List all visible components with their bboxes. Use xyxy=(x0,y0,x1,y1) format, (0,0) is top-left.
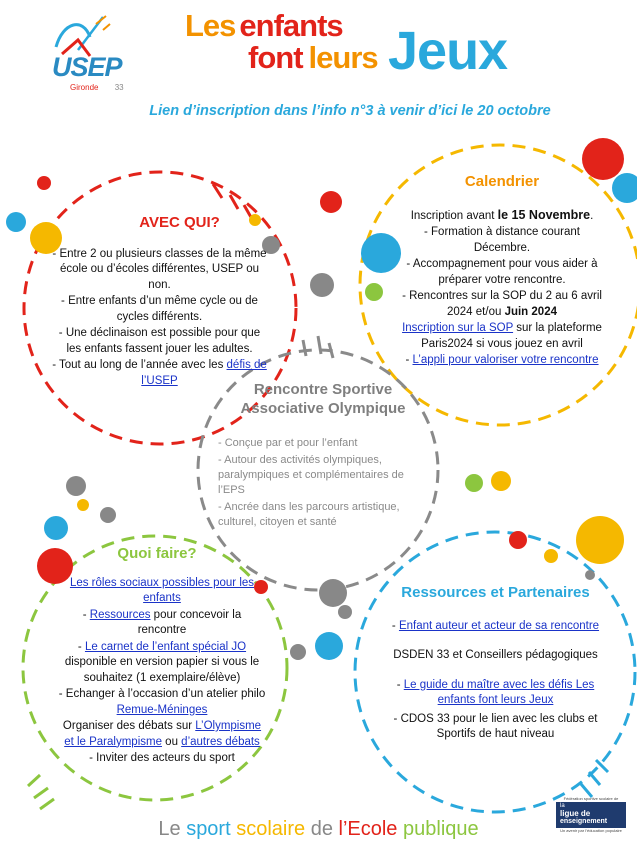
dot xyxy=(315,632,343,660)
subtitle: Lien d’inscription dans l’info n°3 à venir d’ici le 20 octobre xyxy=(149,103,551,119)
title-word-les: Les xyxy=(185,8,236,43)
ligue-logo-line-3: enseignement xyxy=(560,818,608,825)
dot xyxy=(365,283,383,301)
list-item: - Accompagnement pour vous aider à préparer votre rencontre. xyxy=(398,257,606,288)
center-section xyxy=(218,380,428,531)
footer-word: publique xyxy=(403,818,479,840)
enfant-auteur-link[interactable]: Enfant auteur et acteur de sa rencontre xyxy=(398,619,600,632)
cal-item-4-text: Rencontres sur la SOP du 2 au 6 avril 2024 et/ou xyxy=(409,290,602,318)
list-item: - Une déclinaison est possible pour que les enfants fassent jouer les adultes. xyxy=(52,326,267,357)
dot xyxy=(44,516,68,540)
list-item xyxy=(398,208,606,225)
blue-tick-marks xyxy=(581,760,608,797)
list-item: - Entre enfants d’un même cycle ou de cycles différents. xyxy=(52,294,267,325)
list-item xyxy=(398,321,606,352)
dot xyxy=(6,212,26,232)
cal-item-5-text: sur la plateforme Paris2024 si vous jouez en avril xyxy=(421,322,602,350)
quoi-item-5-mid: ou xyxy=(161,735,182,748)
list-item: - Autour des activités olympiques, paralympiques et complémentaires de l’EPS xyxy=(218,453,428,498)
list-item: DSDEN 33 et Conseillers pédagogiques xyxy=(393,649,598,661)
list-item: - Inviter des acteurs du sport xyxy=(57,751,267,767)
dot xyxy=(509,531,527,549)
title-word-leurs: leurs xyxy=(308,40,378,75)
footer-word: l’Ecole xyxy=(338,818,398,840)
dot xyxy=(320,191,342,213)
defis-usep-link[interactable]: défis de l’USEP xyxy=(141,359,267,387)
remue-meninges-link[interactable]: Remue-Méninges xyxy=(116,703,208,716)
title-line-1 xyxy=(185,8,343,44)
quoi-item-5-text: Organiser des débats sur xyxy=(62,720,196,732)
dot xyxy=(491,471,511,491)
list-item xyxy=(57,719,267,750)
dot xyxy=(319,579,347,607)
ressources-section xyxy=(378,585,613,744)
page-title xyxy=(185,8,515,88)
list-item xyxy=(57,576,267,607)
ligue-logo-top: Fédération sportive scolaire de xyxy=(563,796,619,801)
quoi-faire-list xyxy=(57,576,267,767)
cal-item-1-text: Inscription avant xyxy=(410,209,498,222)
list-item xyxy=(57,640,267,687)
calendrier-heading: Calendrier xyxy=(464,173,540,190)
usep-logo-name: USEP xyxy=(52,52,122,82)
dot xyxy=(100,507,116,523)
usep-logo-num: 33 xyxy=(114,83,124,92)
list-item: - Conçue par et pour l’enfant xyxy=(218,436,428,451)
dot xyxy=(585,570,595,580)
list-item: - Entre 2 ou plusieurs classes de la même école ou d’écoles différentes, USEP ou non. xyxy=(52,247,267,294)
ressources-list xyxy=(378,619,613,743)
dot xyxy=(77,499,89,511)
list-item xyxy=(378,619,613,635)
quoi-item-4-text: Echanger à l’occasion d’un atelier philo xyxy=(65,688,266,700)
list-item xyxy=(57,608,267,639)
list-item: - CDOS 33 pour le lien avec les clubs et Sportifs de haut niveau xyxy=(378,712,613,743)
green-tick-marks xyxy=(28,775,54,809)
ressources-link[interactable]: Ressources xyxy=(89,608,151,621)
usep-logo-region xyxy=(70,83,140,92)
ligue-logo-line-1: la xyxy=(560,803,565,809)
list-item: - Ancrée dans les parcours artistique, culturel, citoyen et santé xyxy=(218,500,428,530)
footer-word: Le xyxy=(158,818,181,840)
dot xyxy=(338,605,352,619)
autres-debats-link[interactable]: d’autres débats xyxy=(181,735,260,748)
avec-qui-section xyxy=(52,215,267,390)
footer-word: sport xyxy=(186,818,231,840)
usep-logo xyxy=(48,12,138,94)
calendrier-list xyxy=(398,208,606,369)
avec-qui-heading: AVEC QUI? xyxy=(139,214,220,231)
ligue-logo-line-2: ligue de xyxy=(560,809,591,818)
cal-item-1-end: . xyxy=(590,209,594,222)
dot xyxy=(37,176,51,190)
center-heading xyxy=(218,380,428,418)
dot xyxy=(612,173,637,203)
calendrier-section xyxy=(398,174,606,370)
center-list xyxy=(218,436,428,530)
footer-word: scolaire xyxy=(236,818,306,840)
olympisme-link[interactable]: L’Olympisme et le Paralympisme xyxy=(64,720,262,748)
quoi-faire-heading: Quoi faire? xyxy=(117,545,197,562)
quoi-faire-section xyxy=(57,546,267,768)
cal-item-1-bold: le 15 Novembre xyxy=(497,207,591,222)
dot xyxy=(576,516,624,564)
dot xyxy=(361,233,401,273)
dot xyxy=(66,476,86,496)
center-heading-line-2: Associative Olympique xyxy=(240,400,406,417)
carnet-link[interactable]: Le carnet de l’enfant spécial JO xyxy=(84,640,247,653)
list-item: - Formation à distance courant Décembre. xyxy=(398,225,606,256)
grey-tick-marks xyxy=(303,336,333,358)
title-word-font: font xyxy=(248,40,303,75)
dot xyxy=(465,474,483,492)
center-heading-line-1: Rencontre Sportive xyxy=(253,381,393,398)
ressources-heading: Ressources et Partenaires xyxy=(401,584,590,601)
quoi-item-3-text: disponible en version papier si vous le souhaitez (1 exemplaire/élève) xyxy=(64,656,260,684)
title-word-jeux: Jeux xyxy=(388,21,508,81)
appli-link[interactable]: L’appli pour valoriser votre rencontre xyxy=(412,354,599,366)
footer-word: de xyxy=(310,818,333,840)
avec-qui-last-text: Tout au long de l’année avec les xyxy=(59,359,227,371)
title-word-enfants: enfants xyxy=(239,8,343,43)
cal-item-4-bold: Juin 2024 xyxy=(504,305,557,318)
roles-sociaux-link[interactable]: Les rôles sociaux possibles pour les enfants xyxy=(69,576,255,604)
inscription-sop-link[interactable]: Inscription sur la SOP xyxy=(402,322,514,334)
usep-logo-sub: Gironde xyxy=(70,83,99,92)
dot xyxy=(290,644,306,660)
footer-slogan xyxy=(0,818,637,841)
quoi-item-2-text: pour concevoir la rencontre xyxy=(137,608,242,636)
list-item xyxy=(398,289,606,320)
dot xyxy=(544,549,558,563)
guide-maitre-link[interactable]: Le guide du maître avec les défis Les enfants font leurs Jeux xyxy=(403,678,595,706)
list-item xyxy=(398,353,606,369)
ligue-logo-bottom: Un avenir par l’éducation populaire xyxy=(560,828,622,833)
dot xyxy=(310,273,334,297)
avec-qui-list xyxy=(52,247,267,390)
list-item xyxy=(57,687,267,718)
title-line-2 xyxy=(248,40,378,76)
list-item xyxy=(378,678,613,709)
